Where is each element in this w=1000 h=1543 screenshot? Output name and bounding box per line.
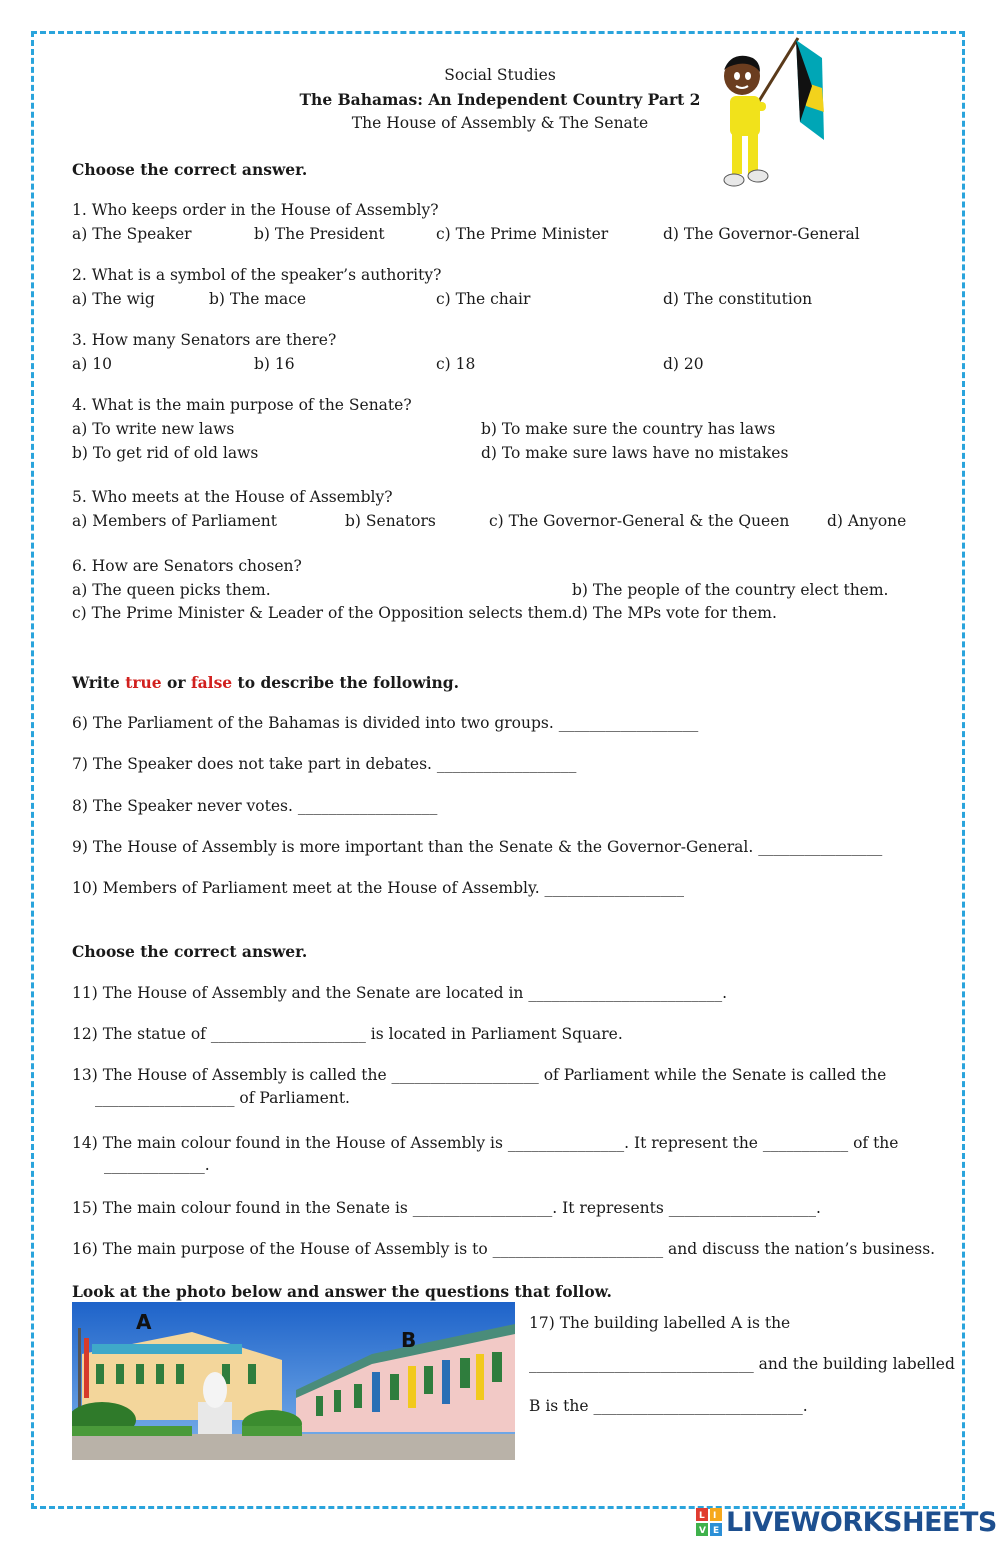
q4-option-d[interactable]: d) To make sure laws have no mistakes: [481, 444, 789, 462]
q4-option-c[interactable]: b) To get rid of old laws: [72, 444, 259, 462]
q2-question: 2. What is a symbol of the speaker’s authority?: [72, 266, 442, 284]
q17-fill-line2[interactable]: _____________________________ and the building labelled: [529, 1355, 955, 1373]
q2-option-c[interactable]: c) The chair: [436, 290, 531, 308]
q11-fill[interactable]: 11) The House of Assembly and the Senate are located in _________________________.: [72, 984, 728, 1002]
q1-option-c[interactable]: c) The Prime Minister: [436, 225, 609, 243]
q12-fill[interactable]: 12) The statue of ____________________ is located in Parliament Square.: [72, 1025, 623, 1043]
q2-option-b[interactable]: b) The mace: [209, 290, 307, 308]
q3-option-b[interactable]: b) 16: [254, 355, 295, 373]
boy-with-flag-illustration: [716, 36, 828, 192]
q3-option-a[interactable]: a) 10: [72, 355, 112, 373]
photo-label-a: A: [136, 1310, 152, 1334]
icon-letter-i: I: [713, 1511, 717, 1521]
q6-option-a[interactable]: a) The queen picks them.: [72, 581, 271, 599]
q14-fill-line2[interactable]: _____________.: [104, 1156, 210, 1174]
subject-line: Social Studies: [444, 66, 556, 84]
tf-item-8[interactable]: 8) The Speaker never votes. __________________: [72, 797, 438, 815]
section1-heading: Choose the correct answer.: [72, 160, 308, 179]
q1-option-b[interactable]: b) The President: [254, 225, 385, 243]
liveworksheets-logo[interactable]: [696, 1506, 997, 1538]
section3-heading: Choose the correct answer.: [72, 942, 308, 961]
tf-item-10[interactable]: 10) Members of Parliament meet at the House of Assembly. __________________: [72, 879, 685, 897]
q5-question: 5. Who meets at the House of Assembly?: [72, 488, 393, 506]
page-title: The Bahamas: An Independent Country Part 2: [299, 90, 701, 109]
q2-option-d[interactable]: d) The constitution: [663, 290, 813, 308]
q1-question: 1. Who keeps order in the House of Assembly?: [72, 201, 439, 219]
q3-question: 3. How many Senators are there?: [72, 331, 337, 349]
tf-item-7[interactable]: 7) The Speaker does not take part in debates. __________________: [72, 755, 577, 773]
photo-label-b: B: [401, 1328, 417, 1352]
icon-letter-v: V: [699, 1526, 706, 1536]
q13-fill-line1[interactable]: 13) The House of Assembly is called the ___________________ of Parliament while the Senate is called the: [72, 1066, 887, 1084]
page-subtitle: The House of Assembly & The Senate: [351, 114, 649, 132]
section2-heading: Write true or false to describe the following.: [72, 673, 460, 692]
q3-option-d[interactable]: d) 20: [663, 355, 704, 373]
q4-option-b[interactable]: b) To make sure the country has laws: [481, 420, 776, 438]
q6-option-b[interactable]: b) The people of the country elect them.: [572, 581, 889, 599]
q6-question: 6. How are Senators chosen?: [72, 557, 302, 575]
q5-option-c[interactable]: c) The Governor-General & the Queen: [489, 512, 790, 530]
q17-line1: 17) The building labelled A is the: [529, 1314, 791, 1332]
q5-option-a[interactable]: a) Members of Parliament: [72, 512, 277, 530]
q15-fill[interactable]: 15) The main colour found in the Senate is __________________. It represents ___________________.: [72, 1199, 821, 1217]
q2-option-a[interactable]: a) The wig: [72, 290, 155, 308]
icon-letter-e: E: [713, 1526, 720, 1536]
q3-option-c[interactable]: c) 18: [436, 355, 476, 373]
tf-item-6[interactable]: 6) The Parliament of the Bahamas is divided into two groups. __________________: [72, 714, 699, 732]
parliament-square-photo: [72, 1302, 515, 1460]
q6-option-c[interactable]: c) The Prime Minister & Leader of the Opposition selects them.: [72, 604, 573, 622]
q1-option-d[interactable]: d) The Governor-General: [663, 225, 860, 243]
tf-item-9[interactable]: 9) The House of Assembly is more important than the Senate & the Governor-General. ________________: [72, 838, 883, 856]
q1-option-a[interactable]: a) The Speaker: [72, 225, 192, 243]
true-word: true: [125, 673, 162, 692]
q5-option-b[interactable]: b) Senators: [345, 512, 436, 530]
q4-option-a[interactable]: a) To write new laws: [72, 420, 235, 438]
q13-fill-line2[interactable]: __________________ of Parliament.: [95, 1089, 350, 1107]
false-word: false: [190, 673, 233, 692]
q17-fill-line3[interactable]: B is the ___________________________.: [529, 1397, 808, 1415]
q5-option-d[interactable]: d) Anyone: [827, 512, 907, 530]
q16-fill[interactable]: 16) The main purpose of the House of Assembly is to ______________________ and discuss the nation’s business.: [72, 1240, 936, 1258]
icon-letter-l: L: [699, 1511, 705, 1521]
q6-option-d[interactable]: d) The MPs vote for them.: [572, 604, 777, 622]
liveworksheets-icon: [696, 1508, 722, 1536]
liveworksheets-text: LIVEWORKSHEETS: [726, 1506, 997, 1538]
q14-fill-line1[interactable]: 14) The main colour found in the House of Assembly is _______________. It represent the ___________ of the: [72, 1134, 899, 1152]
section4-heading: Look at the photo below and answer the questions that follow.: [72, 1282, 612, 1301]
q4-question: 4. What is the main purpose of the Senate?: [72, 396, 412, 414]
